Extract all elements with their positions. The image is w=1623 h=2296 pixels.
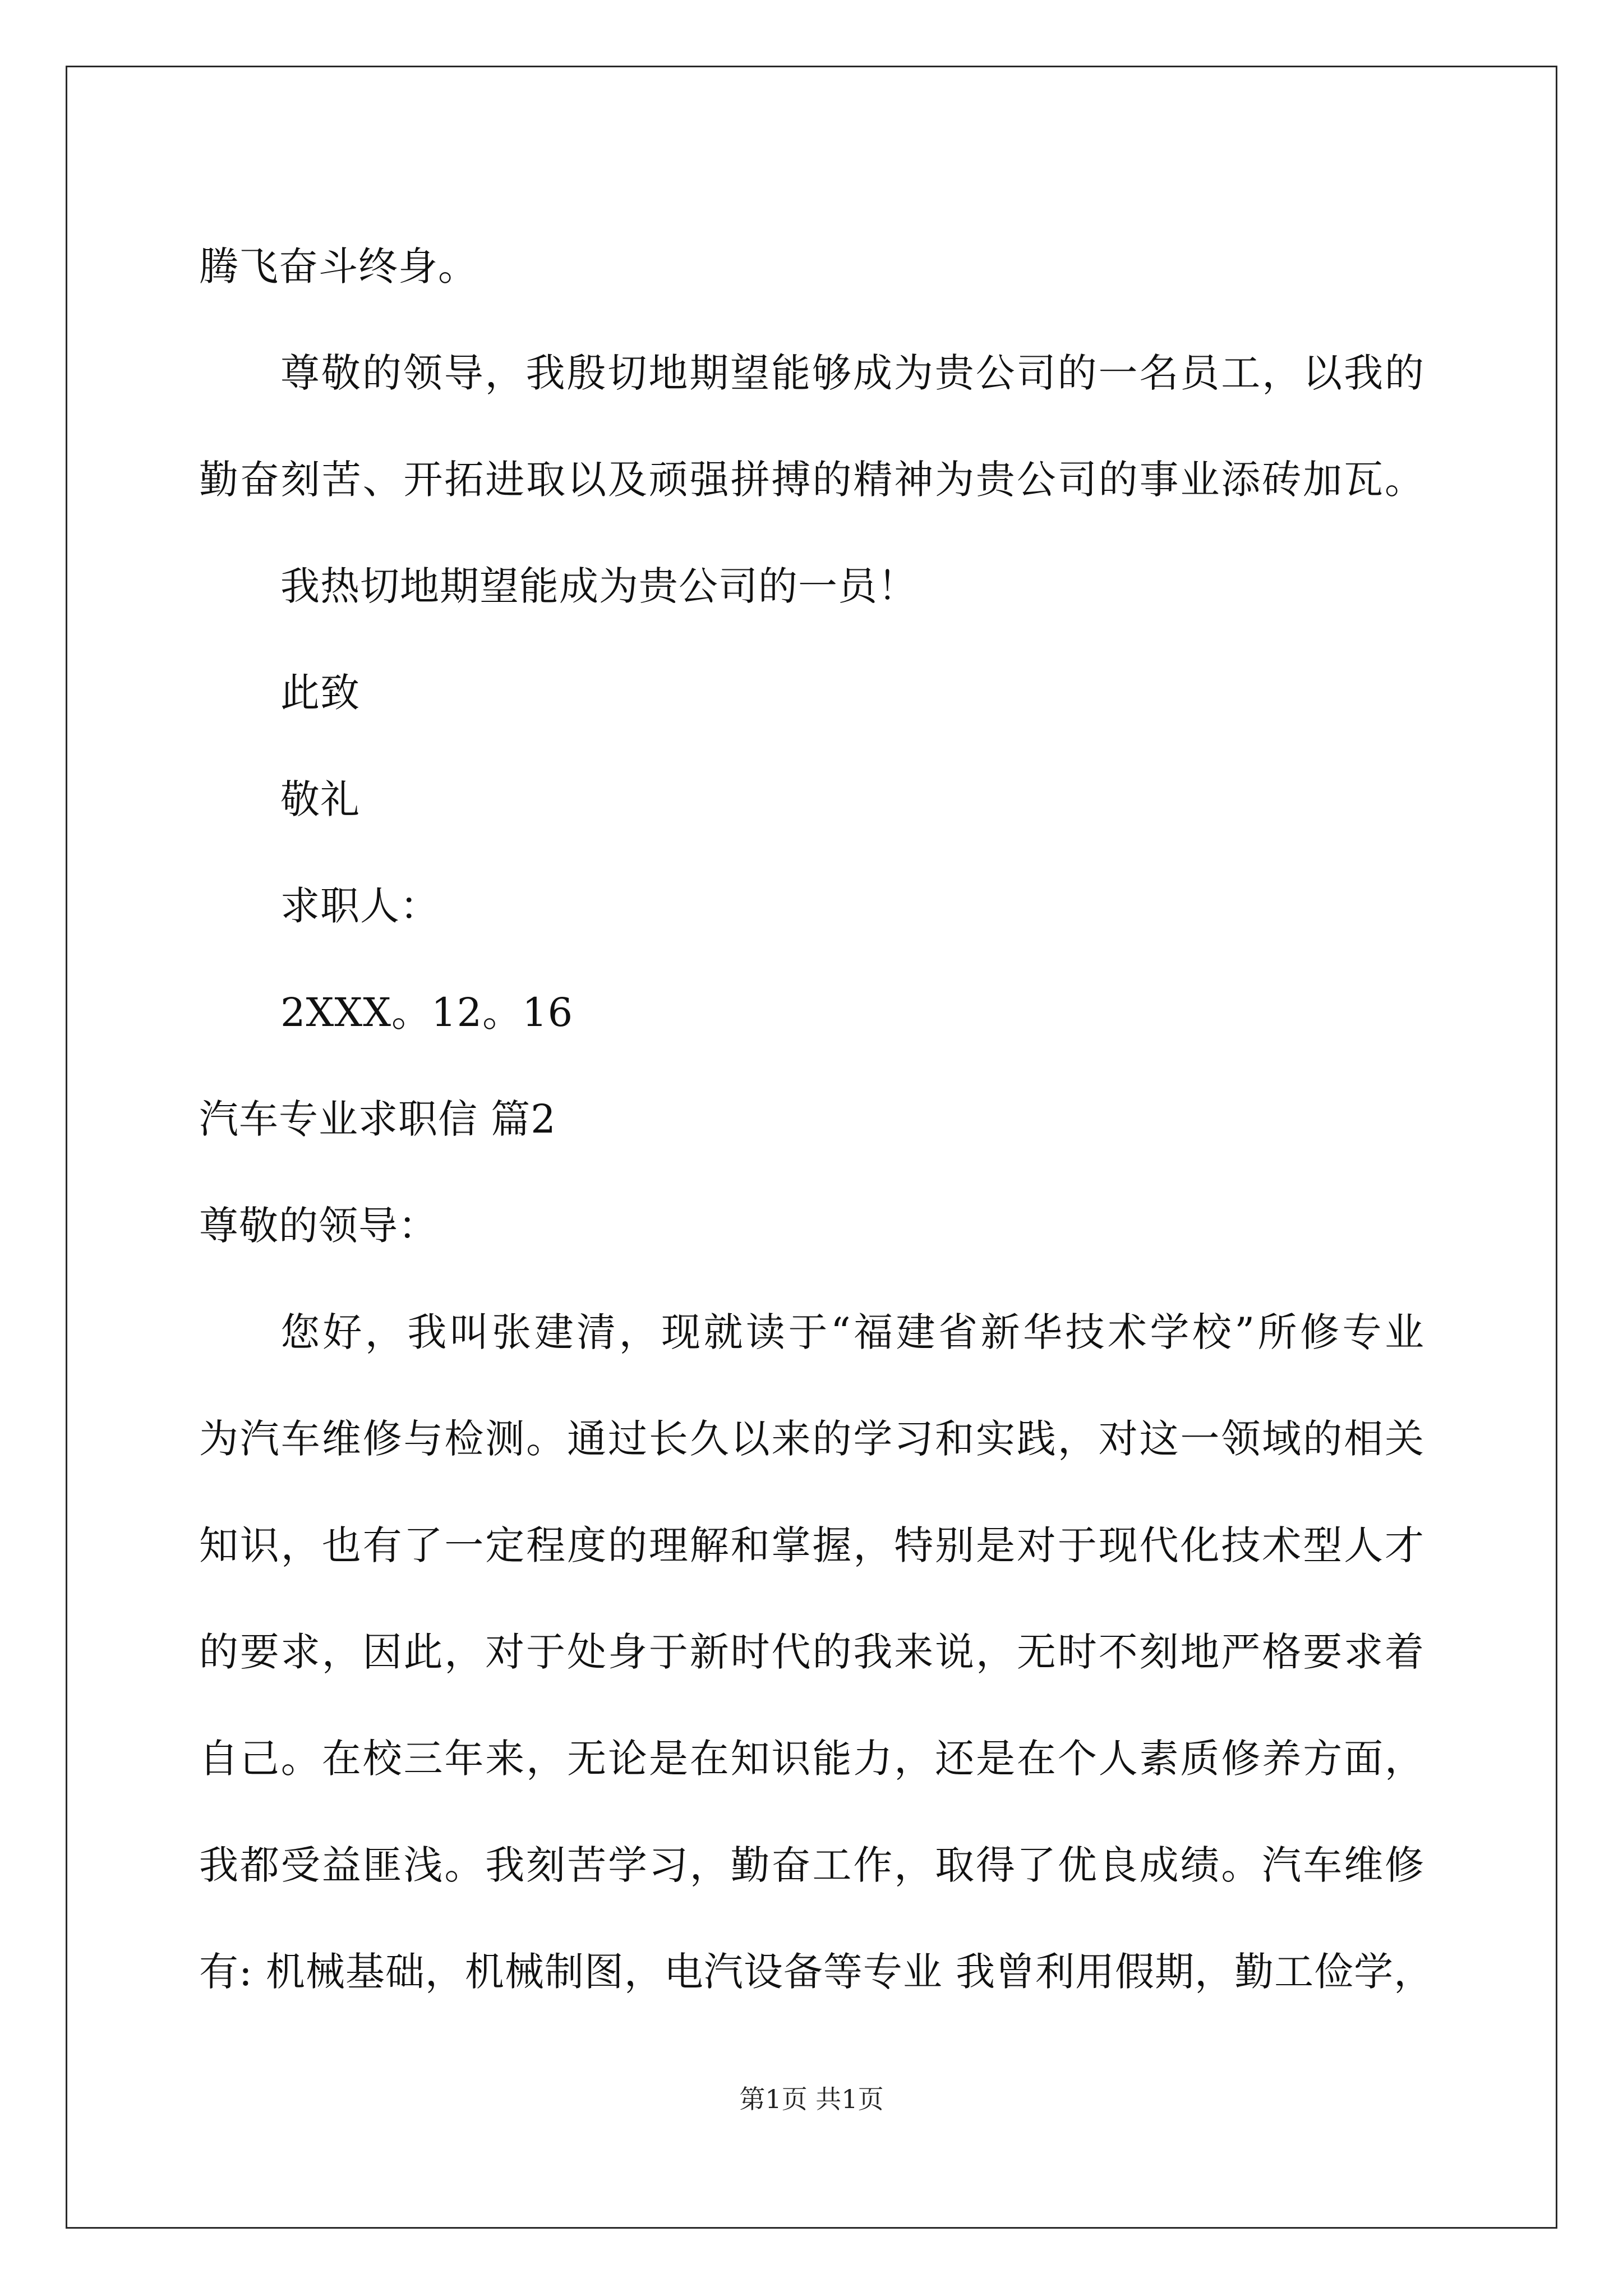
paragraph-line: 勤奋刻苦、开拓进取以及顽强拼搏的精神为贵公司的事业添砖加瓦。 xyxy=(199,457,1424,503)
paragraph-line: 您好，我叫张建清，现就读于“福建省新华技术学校”所修专业 xyxy=(280,1309,1424,1355)
paragraph-line: 的要求，因此，对于处身于新时代的我来说，无时不刻地严格要求着 xyxy=(199,1629,1424,1675)
closing-line: 此致 xyxy=(280,670,360,716)
date-line: 2XXX。12。16 xyxy=(280,990,574,1036)
section-heading: 汽车专业求职信 篇2 xyxy=(199,1096,556,1142)
paragraph-line: 尊敬的领导，我殷切地期望能够成为贵公司的一名员工，以我的 xyxy=(280,350,1424,396)
paragraph-line: 我都受益匪浅。我刻苦学习，勤奋工作，取得了优良成绩。汽车维修 xyxy=(199,1842,1424,1888)
paragraph-line: 自己。在校三年来，无论是在知识能力，还是在个人素质修养方面， xyxy=(199,1736,1424,1782)
signature-label: 求职人： xyxy=(280,883,440,929)
paragraph-line: 有: 机械基础，机械制图，电汽设备等专业 我曾利用假期，勤工俭学， xyxy=(199,1949,1434,1995)
salutation: 尊敬的领导： xyxy=(199,1203,438,1249)
page-footer: 第1页 共1页 xyxy=(739,2084,884,2114)
paragraph-line: 我热切地期望能成为贵公司的一员！ xyxy=(280,563,917,609)
closing-line: 敬礼 xyxy=(280,776,360,822)
paragraph-line: 知识，也有了一定程度的理解和掌握，特别是对于现代化技术型人才 xyxy=(199,1522,1424,1568)
document-body xyxy=(199,213,1434,2025)
paragraph-line: 为汽车维修与检测。通过长久以来的学习和实践，对这一领域的相关 xyxy=(199,1416,1424,1462)
paragraph-line: 腾飞奋斗终身。 xyxy=(199,243,478,289)
